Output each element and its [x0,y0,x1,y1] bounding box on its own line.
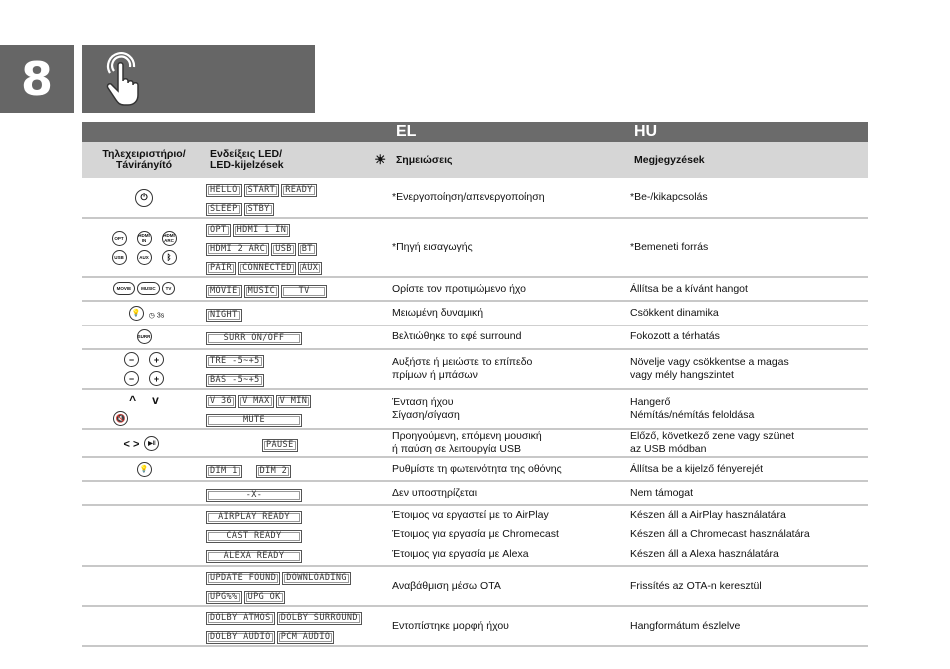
note-el: Εντοπίστηκε μορφή ήχου [392,606,630,646]
lcd-text: MUTE [206,414,302,427]
note-el: Ορίστε τον προτιμώμενο ήχο [392,277,630,301]
lcd-text: SLEEP [206,203,242,216]
remote-led-table [82,122,868,647]
note-hu: Készen áll a AirPlay használatára [630,509,786,521]
lcd-text: DOLBY AUDIO [206,631,275,644]
table-row [82,505,868,525]
surround-button-icon: SURR [137,329,152,344]
lcd-text: TRE -5~+5 [206,355,264,368]
language-hu: HU [630,122,868,142]
note-hu: *Be-/kikapcsolás [630,178,868,218]
page-number: 8 [0,45,74,113]
table-row [82,457,868,481]
header-notes-hu: Megjegyzések [630,142,868,178]
note-el: Έτοιμος για εργασία με Chromecast [392,528,559,540]
lcd-text: CONNECTED [238,262,296,275]
note-el: Ένταση ήχου Σίγαση/σίγαση [392,389,630,429]
usb-button-icon: USB [112,250,127,265]
bluetooth-button-icon: ᛒ [162,250,177,265]
dimmer-button-icon: 💡 [137,462,152,477]
table-row [82,525,868,544]
note-hu: Hangerő Némítás/némítás feloldása [630,389,868,429]
table-row [82,349,868,389]
aux-button-icon: AUX [137,250,152,265]
note-el: Δεν υποστηρίζεται [392,481,630,505]
table-row [82,389,868,429]
column-header-row [82,142,868,178]
lcd-text: HELLO [206,184,242,197]
lcd-text: STBY [244,203,274,216]
note-el: Έτοιμος για εργασία με Alexa [392,544,630,566]
volume-down-icon: v [152,392,159,407]
note-el: Βελτιώθηκε το εφέ surround [392,325,630,349]
note-el: Μειωμένη δυναμική [392,301,630,325]
note-el: Ρυθμίστε τη φωτεινότητα της οθόνης [392,457,630,481]
night-button-icon: 💡 [129,306,144,321]
music-button-icon: MUSIC [137,282,160,295]
lcd-text: USB [271,243,296,256]
lcd-text: BT [298,243,317,256]
lcd-text: OPT [206,224,231,237]
table-row [82,178,868,218]
lcd-text: SURR ON/OFF [206,332,302,345]
volume-up-icon: ^ [129,392,137,407]
note-hu: Hangformátum észlelve [630,606,868,646]
lcd-text: PAIR [206,262,236,275]
lcd-text: DIM 2 [256,465,292,478]
lcd-text: UPDATE FOUND [206,572,280,585]
lcd-text: UPG OK [244,591,285,604]
note-hu: Frissítés az OTA-n keresztül [630,566,868,606]
language-header-row [82,122,868,142]
opt-button-icon: OPT [112,231,127,246]
note-el: Προηγούμενη, επόμενη μουσική ή παύση σε λειτουργία USB [392,429,630,457]
note-el: Έτοιμος να εργαστεί με το AirPlay [392,509,549,521]
note-el: *Πηγή εισαγωγής [392,218,630,277]
bass-plus-icon: + [149,371,164,386]
header-remote: Τηλεχειριστήριο/ Távirányító [82,142,206,178]
table-row [82,566,868,606]
note-hu: Készen áll a Alexa használatára [630,544,868,566]
lcd-text: TV [281,285,327,298]
lcd-text: PCM AUDIO [277,631,335,644]
note-hu: Fokozott a térhatás [630,325,868,349]
lcd-text: MUSIC [244,285,280,298]
lcd-text: PAUSE [262,439,298,452]
table-row [82,544,868,566]
language-el: EL [392,122,630,142]
hdmi-arc-button-icon: HDMI ARC [162,231,177,246]
lcd-text: V MIN [276,395,312,408]
note-el: Αναβάθμιση μέσω OTA [392,566,630,606]
lcd-text: DOLBY ATMOS [206,612,275,625]
note-hu: Állítsa be a kívánt hangot [630,277,868,301]
note-hu: Növelje vagy csökkentse a magas vagy mély hangszintet [630,349,868,389]
mute-button-icon: 🔇 [113,411,128,426]
note-hu: Állítsa be a kijelző fényerejét [630,457,868,481]
lcd-text: ALEXA READY [206,550,302,563]
lcd-text: DOWNLOADING [282,572,351,585]
lcd-text: NIGHT [206,309,242,322]
lcd-text: READY [281,184,317,197]
lcd-text: CAST READY [206,530,302,543]
note-hu: Készen áll a Chromecast használatára [630,528,810,540]
lcd-text: -X- [206,489,302,502]
lcd-text: V MAX [238,395,274,408]
table-row [82,325,868,349]
lcd-text: START [244,184,280,197]
note-hu: Nem támogat [630,481,868,505]
treble-minus-icon: − [124,352,139,367]
lcd-text: AUX [298,262,323,275]
lcd-text: DIM 1 [206,465,242,478]
hand-touch-icon [100,51,148,107]
touch-section-banner [82,45,315,113]
note-hu: Előző, következő zene vagy szünet az USB módban [630,429,868,457]
table-row [82,218,868,277]
note-el: Αυξήστε ή μειώστε το επίπεδο πρίμων ή μπάσων [392,349,630,389]
brightness-icon: ☀ [374,152,386,167]
play-pause-button-icon: ▶‖ [144,436,159,451]
table-row [82,481,868,505]
header-led: Ενδείξεις LED/ LED-kijelzések ☀ [206,142,392,178]
bass-minus-icon: − [124,371,139,386]
hdmi-in-button-icon: HDMI IN [137,231,152,246]
lcd-text: DOLBY SURROUND [277,612,362,625]
note-el: *Ενεργοποίηση/απενεργοποίηση [392,178,630,218]
lcd-text: UPG%% [206,591,242,604]
table-row [82,277,868,301]
header-notes-el: Σημειώσεις [392,142,630,178]
power-button-icon: ⏻ [135,189,153,207]
movie-button-icon: MOVIE [113,282,136,295]
table-row [82,301,868,325]
table-row [82,429,868,457]
tv-button-icon: TV [162,282,176,295]
prev-next-icon: < > [123,438,140,451]
lcd-text: AIRPLAY READY [206,511,302,524]
treble-plus-icon: + [149,352,164,367]
table-row [82,606,868,646]
lcd-text: V 36 [206,395,236,408]
note-hu: *Bemeneti forrás [630,218,868,277]
lcd-text: MOVIE [206,285,242,298]
lcd-text: HDMI 2 ARC [206,243,269,256]
lcd-text: HDMI 1 IN [233,224,291,237]
note-hu: Csökkent dinamika [630,301,868,325]
hold-3s-label: ◷ 3s [148,312,165,320]
lcd-text: BAS -5~+5 [206,374,264,387]
